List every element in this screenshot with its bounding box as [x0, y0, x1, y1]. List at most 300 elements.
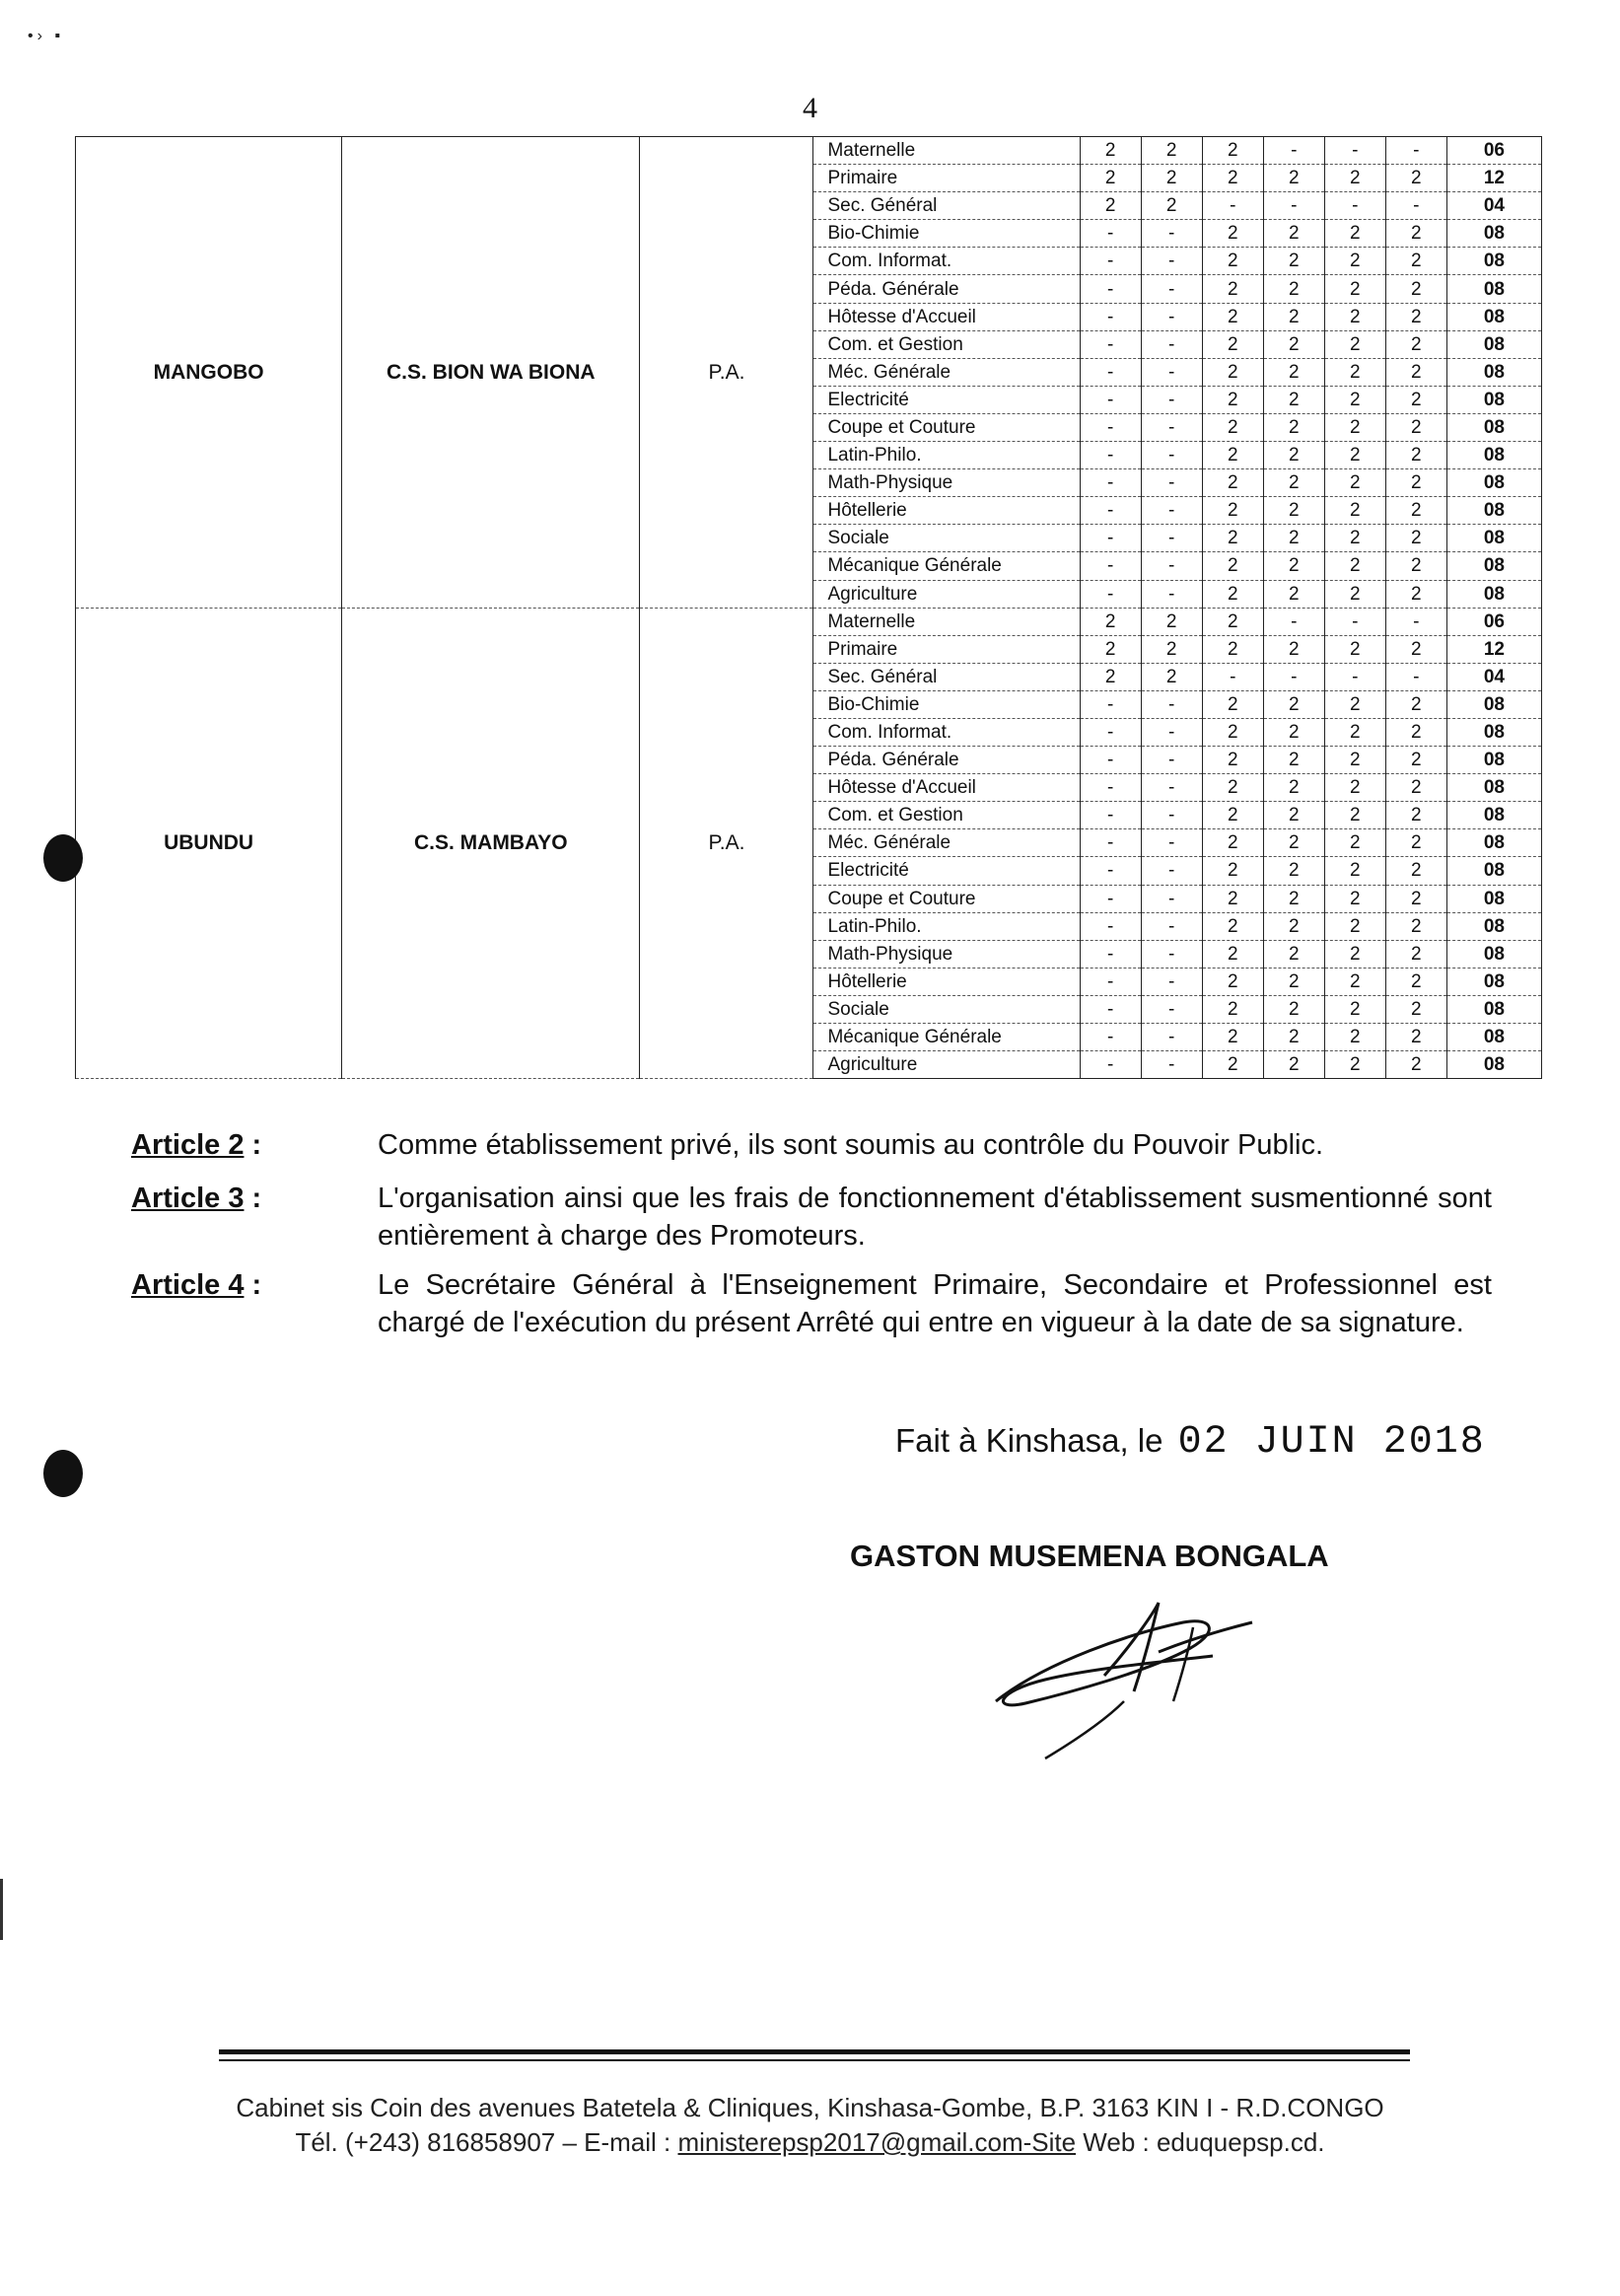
total-cell: 08 [1446, 248, 1541, 275]
class-count-cell: 2 [1263, 497, 1324, 525]
class-count-cell: 2 [1324, 912, 1385, 940]
option-cell: Bio-Chimie [813, 690, 1080, 718]
class-count-cell: - [1080, 497, 1141, 525]
class-count-cell: 2 [1324, 525, 1385, 552]
class-count-cell: - [1080, 829, 1141, 857]
class-count-cell: - [1141, 940, 1202, 968]
class-count-cell: - [1141, 829, 1202, 857]
total-cell: 08 [1446, 885, 1541, 912]
article-label-text: Article 4 [131, 1269, 245, 1301]
class-count-cell: 2 [1385, 165, 1446, 192]
class-count-cell: - [1141, 968, 1202, 995]
class-count-cell: 2 [1202, 857, 1263, 885]
total-cell: 08 [1446, 940, 1541, 968]
footer-contact [0, 2127, 1620, 2158]
class-count-cell: 2 [1385, 885, 1446, 912]
class-count-cell: 2 [1324, 718, 1385, 746]
article-label-text: Article 2 [131, 1129, 245, 1161]
class-count-cell: 2 [1141, 635, 1202, 663]
class-count-cell: 2 [1385, 747, 1446, 774]
class-count-cell: 2 [1385, 469, 1446, 497]
class-count-cell: - [1324, 608, 1385, 635]
option-cell: Math-Physique [813, 469, 1080, 497]
class-count-cell: 2 [1324, 497, 1385, 525]
class-count-cell: 2 [1263, 635, 1324, 663]
footer-rule [219, 2049, 1410, 2054]
class-count-cell: 2 [1385, 829, 1446, 857]
class-count-cell: 2 [1385, 940, 1446, 968]
class-count-cell: 2 [1202, 690, 1263, 718]
option-cell: Maternelle [813, 137, 1080, 165]
class-count-cell: 2 [1263, 1051, 1324, 1079]
class-count-cell: 2 [1385, 330, 1446, 358]
class-count-cell: 2 [1202, 940, 1263, 968]
total-cell: 08 [1446, 690, 1541, 718]
location-cell: UBUNDU [76, 608, 342, 1079]
class-count-cell: - [1080, 330, 1141, 358]
option-cell: Electricité [813, 857, 1080, 885]
class-count-cell: 2 [1080, 663, 1141, 690]
class-count-cell: - [1080, 1024, 1141, 1051]
class-count-cell: 2 [1385, 552, 1446, 580]
class-count-cell: - [1080, 442, 1141, 469]
option-cell: Com. et Gestion [813, 802, 1080, 829]
class-count-cell: 2 [1263, 248, 1324, 275]
class-count-cell: - [1080, 525, 1141, 552]
class-count-cell: - [1141, 552, 1202, 580]
class-count-cell: 2 [1324, 275, 1385, 303]
class-count-cell: 2 [1263, 885, 1324, 912]
option-cell: Electricité [813, 386, 1080, 413]
total-cell: 08 [1446, 857, 1541, 885]
total-cell: 08 [1446, 995, 1541, 1023]
page-number: 4 [803, 92, 817, 124]
class-count-cell: 2 [1263, 718, 1324, 746]
footer-phone: Tél. (+243) 816858907 – E-mail : [295, 2127, 678, 2157]
class-count-cell: - [1141, 413, 1202, 441]
option-cell: Hôtesse d'Accueil [813, 303, 1080, 330]
class-count-cell: - [1141, 718, 1202, 746]
class-count-cell: 2 [1385, 912, 1446, 940]
class-count-cell: 2 [1324, 885, 1385, 912]
footer-email-link[interactable]: ministerepsp2017@gmail.com-Site [677, 2127, 1077, 2157]
handwritten-signature [986, 1593, 1311, 1760]
class-count-cell: - [1080, 718, 1141, 746]
class-count-cell: 2 [1385, 303, 1446, 330]
class-count-cell: - [1080, 912, 1141, 940]
total-cell: 04 [1446, 663, 1541, 690]
class-count-cell: 2 [1385, 358, 1446, 386]
footer-rule-thin [219, 2059, 1410, 2061]
option-cell: Bio-Chimie [813, 220, 1080, 248]
table-row [76, 137, 1542, 165]
class-count-cell: 2 [1202, 469, 1263, 497]
option-cell: Méc. Générale [813, 829, 1080, 857]
class-count-cell: 2 [1202, 358, 1263, 386]
class-count-cell: - [1080, 747, 1141, 774]
class-count-cell: - [1141, 747, 1202, 774]
signing-line [895, 1420, 1486, 1465]
class-count-cell: 2 [1263, 525, 1324, 552]
regime-cell: P.A. [640, 137, 813, 609]
class-count-cell: - [1080, 303, 1141, 330]
class-count-cell: - [1080, 885, 1141, 912]
class-count-cell: 2 [1202, 248, 1263, 275]
class-count-cell: - [1080, 220, 1141, 248]
class-count-cell: 2 [1385, 275, 1446, 303]
class-count-cell: 2 [1202, 525, 1263, 552]
class-count-cell: - [1263, 137, 1324, 165]
class-count-cell: - [1141, 1024, 1202, 1051]
class-count-cell: - [1080, 1051, 1141, 1079]
option-cell: Com. et Gestion [813, 330, 1080, 358]
class-count-cell: - [1324, 192, 1385, 220]
class-count-cell: - [1080, 580, 1141, 608]
class-count-cell: 2 [1202, 829, 1263, 857]
class-count-cell: 2 [1324, 358, 1385, 386]
class-count-cell: - [1141, 885, 1202, 912]
class-count-cell: 2 [1324, 330, 1385, 358]
class-count-cell: 2 [1202, 580, 1263, 608]
total-cell: 08 [1446, 275, 1541, 303]
article-label-text: Article 3 [131, 1183, 245, 1214]
class-count-cell: 2 [1263, 275, 1324, 303]
option-cell: Com. Informat. [813, 718, 1080, 746]
class-count-cell: 2 [1324, 220, 1385, 248]
option-cell: Péda. Générale [813, 747, 1080, 774]
class-count-cell: - [1141, 220, 1202, 248]
signing-place: Fait à Kinshasa, le [895, 1422, 1163, 1459]
class-count-cell: 2 [1263, 829, 1324, 857]
class-count-cell: 2 [1202, 386, 1263, 413]
class-count-cell: 2 [1202, 802, 1263, 829]
class-count-cell: - [1141, 497, 1202, 525]
class-count-cell: - [1141, 912, 1202, 940]
class-count-cell: - [1324, 137, 1385, 165]
class-count-cell: - [1080, 248, 1141, 275]
class-count-cell: - [1141, 442, 1202, 469]
option-cell: Primaire [813, 165, 1080, 192]
table-row [76, 608, 1542, 635]
class-count-cell: - [1385, 608, 1446, 635]
footer-website: Web : eduquepsp.cd. [1076, 2127, 1325, 2157]
class-count-cell: - [1141, 469, 1202, 497]
class-count-cell: 2 [1202, 635, 1263, 663]
total-cell: 08 [1446, 912, 1541, 940]
class-count-cell: 2 [1324, 442, 1385, 469]
total-cell: 08 [1446, 802, 1541, 829]
class-count-cell: 2 [1202, 137, 1263, 165]
class-count-cell: 2 [1324, 829, 1385, 857]
class-count-cell: 2 [1385, 1051, 1446, 1079]
footer-address: Cabinet sis Coin des avenues Batetela & Cliniques, Kinshasa-Gombe, B.P. 3163 KIN I - R.D.CONGO [236, 2093, 1384, 2122]
total-cell: 06 [1446, 608, 1541, 635]
class-count-cell: 2 [1385, 220, 1446, 248]
total-cell: 08 [1446, 413, 1541, 441]
article-label [131, 1126, 368, 1164]
total-cell: 08 [1446, 1051, 1541, 1079]
class-count-cell: - [1080, 968, 1141, 995]
class-count-cell: - [1141, 525, 1202, 552]
class-count-cell: 2 [1324, 1051, 1385, 1079]
class-count-cell: 2 [1202, 303, 1263, 330]
schools-table [75, 136, 1542, 1079]
class-count-cell: - [1141, 248, 1202, 275]
option-cell: Mécanique Générale [813, 1024, 1080, 1051]
article-label-sep: : [244, 1183, 262, 1214]
class-count-cell: 2 [1324, 413, 1385, 441]
class-count-cell: 2 [1385, 718, 1446, 746]
class-count-cell: 2 [1324, 580, 1385, 608]
class-count-cell: 2 [1385, 635, 1446, 663]
class-count-cell: - [1141, 857, 1202, 885]
option-cell: Hôtellerie [813, 968, 1080, 995]
class-count-cell: - [1141, 802, 1202, 829]
total-cell: 08 [1446, 386, 1541, 413]
option-cell: Mécanique Générale [813, 552, 1080, 580]
option-cell: Coupe et Couture [813, 413, 1080, 441]
total-cell: 08 [1446, 330, 1541, 358]
class-count-cell: 2 [1263, 690, 1324, 718]
option-cell: Hôtellerie [813, 497, 1080, 525]
article-4 [131, 1266, 1492, 1341]
class-count-cell: 2 [1324, 968, 1385, 995]
total-cell: 08 [1446, 358, 1541, 386]
class-count-cell: 2 [1080, 192, 1141, 220]
class-count-cell: 2 [1324, 690, 1385, 718]
article-label [131, 1180, 368, 1217]
class-count-cell: 2 [1263, 774, 1324, 802]
article-label-sep: : [244, 1129, 262, 1161]
class-count-cell: - [1202, 192, 1263, 220]
class-count-cell: - [1141, 774, 1202, 802]
class-count-cell: 2 [1385, 774, 1446, 802]
option-cell: Méc. Générale [813, 358, 1080, 386]
option-cell: Coupe et Couture [813, 885, 1080, 912]
school-cell: C.S. BION WA BIONA [342, 137, 640, 609]
signing-date-stamp: 02 JUIN 2018 [1177, 1420, 1486, 1465]
class-count-cell: - [1080, 275, 1141, 303]
class-count-cell: - [1080, 940, 1141, 968]
class-count-cell: 2 [1263, 802, 1324, 829]
class-count-cell: 2 [1263, 413, 1324, 441]
class-count-cell: 2 [1080, 608, 1141, 635]
class-count-cell: 2 [1263, 1024, 1324, 1051]
article-text: Le Secrétaire Général à l'Enseignement Primaire, Secondaire et Professionnel est chargé de l'exécution du présent Arrêté qui entre en vigueur à la date de sa signature. [378, 1269, 1492, 1338]
total-cell: 08 [1446, 442, 1541, 469]
total-cell: 12 [1446, 635, 1541, 663]
total-cell: 08 [1446, 303, 1541, 330]
option-cell: Math-Physique [813, 940, 1080, 968]
class-count-cell: 2 [1141, 137, 1202, 165]
class-count-cell: 2 [1324, 303, 1385, 330]
class-count-cell: 2 [1324, 857, 1385, 885]
article-text: L'organisation ainsi que les frais de fonctionnement d'établissement susmentionné sont entièrement à charge des Promoteurs. [378, 1183, 1492, 1252]
option-cell: Latin-Philo. [813, 442, 1080, 469]
total-cell: 08 [1446, 829, 1541, 857]
class-count-cell: 2 [1385, 995, 1446, 1023]
class-count-cell: 2 [1202, 608, 1263, 635]
class-count-cell: 2 [1324, 1024, 1385, 1051]
option-cell: Maternelle [813, 608, 1080, 635]
class-count-cell: 2 [1141, 663, 1202, 690]
class-count-cell: 2 [1324, 165, 1385, 192]
class-count-cell: 2 [1324, 995, 1385, 1023]
total-cell: 08 [1446, 968, 1541, 995]
class-count-cell: - [1141, 303, 1202, 330]
class-count-cell: - [1385, 137, 1446, 165]
class-count-cell: - [1141, 580, 1202, 608]
option-cell: Sec. Général [813, 192, 1080, 220]
class-count-cell: 2 [1202, 275, 1263, 303]
class-count-cell: 2 [1202, 1051, 1263, 1079]
class-count-cell: - [1080, 857, 1141, 885]
class-count-cell: 2 [1202, 330, 1263, 358]
class-count-cell: - [1141, 275, 1202, 303]
class-count-cell: - [1080, 386, 1141, 413]
total-cell: 06 [1446, 137, 1541, 165]
class-count-cell: 2 [1385, 442, 1446, 469]
total-cell: 08 [1446, 525, 1541, 552]
scan-marks: •› ▪ [28, 28, 65, 44]
total-cell: 08 [1446, 497, 1541, 525]
class-count-cell: - [1263, 608, 1324, 635]
class-count-cell: 2 [1385, 525, 1446, 552]
option-cell: Hôtesse d'Accueil [813, 774, 1080, 802]
class-count-cell: 2 [1202, 774, 1263, 802]
class-count-cell: 2 [1202, 718, 1263, 746]
article-2 [131, 1126, 1492, 1164]
signatory-name: GASTON MUSEMENA BONGALA [850, 1539, 1329, 1573]
class-count-cell: 2 [1324, 940, 1385, 968]
class-count-cell: 2 [1263, 469, 1324, 497]
class-count-cell: 2 [1385, 690, 1446, 718]
class-count-cell: - [1080, 358, 1141, 386]
total-cell: 08 [1446, 220, 1541, 248]
option-cell: Sec. Général [813, 663, 1080, 690]
regime-cell: P.A. [640, 608, 813, 1079]
class-count-cell: 2 [1324, 774, 1385, 802]
class-count-cell: 2 [1385, 248, 1446, 275]
class-count-cell: 2 [1385, 857, 1446, 885]
class-count-cell: - [1263, 192, 1324, 220]
class-count-cell: 2 [1263, 358, 1324, 386]
class-count-cell: 2 [1202, 220, 1263, 248]
option-cell: Sociale [813, 995, 1080, 1023]
class-count-cell: - [1080, 690, 1141, 718]
class-count-cell: 2 [1141, 192, 1202, 220]
class-count-cell: - [1385, 663, 1446, 690]
class-count-cell: 2 [1324, 248, 1385, 275]
class-count-cell: 2 [1385, 497, 1446, 525]
class-count-cell: 2 [1263, 857, 1324, 885]
class-count-cell: - [1080, 995, 1141, 1023]
class-count-cell: - [1385, 192, 1446, 220]
class-count-cell: 2 [1263, 303, 1324, 330]
class-count-cell: 2 [1141, 608, 1202, 635]
class-count-cell: 2 [1202, 165, 1263, 192]
class-count-cell: - [1141, 1051, 1202, 1079]
article-label-sep: : [244, 1269, 262, 1301]
class-count-cell: - [1141, 690, 1202, 718]
class-count-cell: 2 [1202, 912, 1263, 940]
class-count-cell: 2 [1202, 413, 1263, 441]
class-count-cell: 2 [1263, 330, 1324, 358]
total-cell: 04 [1446, 192, 1541, 220]
class-count-cell: 2 [1263, 220, 1324, 248]
option-cell: Agriculture [813, 1051, 1080, 1079]
class-count-cell: - [1141, 330, 1202, 358]
class-count-cell: - [1080, 802, 1141, 829]
class-count-cell: - [1263, 663, 1324, 690]
class-count-cell: 2 [1202, 747, 1263, 774]
option-cell: Péda. Générale [813, 275, 1080, 303]
class-count-cell: 2 [1080, 635, 1141, 663]
class-count-cell: 2 [1324, 469, 1385, 497]
class-count-cell: 2 [1202, 1024, 1263, 1051]
school-cell: C.S. MAMBAYO [342, 608, 640, 1079]
class-count-cell: 2 [1263, 995, 1324, 1023]
class-count-cell: 2 [1263, 940, 1324, 968]
class-count-cell: 2 [1385, 802, 1446, 829]
class-count-cell: - [1141, 995, 1202, 1023]
class-count-cell: - [1141, 386, 1202, 413]
class-count-cell: 2 [1202, 442, 1263, 469]
class-count-cell: - [1324, 663, 1385, 690]
total-cell: 12 [1446, 165, 1541, 192]
class-count-cell: 2 [1263, 386, 1324, 413]
class-count-cell: 2 [1324, 552, 1385, 580]
class-count-cell: - [1080, 469, 1141, 497]
option-cell: Sociale [813, 525, 1080, 552]
option-cell: Com. Informat. [813, 248, 1080, 275]
class-count-cell: 2 [1202, 497, 1263, 525]
option-cell: Primaire [813, 635, 1080, 663]
article-label [131, 1266, 368, 1304]
total-cell: 08 [1446, 774, 1541, 802]
class-count-cell: 2 [1202, 995, 1263, 1023]
class-count-cell: 2 [1263, 968, 1324, 995]
class-count-cell: 2 [1263, 912, 1324, 940]
class-count-cell: 2 [1263, 442, 1324, 469]
class-count-cell: 2 [1202, 885, 1263, 912]
punch-hole-top [43, 834, 83, 882]
total-cell: 08 [1446, 747, 1541, 774]
class-count-cell: 2 [1385, 580, 1446, 608]
class-count-cell: 2 [1080, 165, 1141, 192]
class-count-cell: 2 [1385, 1024, 1446, 1051]
total-cell: 08 [1446, 469, 1541, 497]
class-count-cell: - [1141, 358, 1202, 386]
class-count-cell: 2 [1324, 802, 1385, 829]
class-count-cell: 2 [1263, 165, 1324, 192]
scan-edge-line [0, 1879, 3, 1940]
total-cell: 08 [1446, 552, 1541, 580]
class-count-cell: - [1080, 413, 1141, 441]
class-count-cell: 2 [1385, 968, 1446, 995]
class-count-cell: 2 [1202, 968, 1263, 995]
class-count-cell: 2 [1263, 580, 1324, 608]
class-count-cell: 2 [1324, 386, 1385, 413]
class-count-cell: 2 [1385, 386, 1446, 413]
class-count-cell: 2 [1141, 165, 1202, 192]
option-cell: Agriculture [813, 580, 1080, 608]
class-count-cell: 2 [1324, 635, 1385, 663]
punch-hole-bottom [43, 1450, 83, 1497]
class-count-cell: 2 [1324, 747, 1385, 774]
class-count-cell: - [1202, 663, 1263, 690]
class-count-cell: 2 [1263, 552, 1324, 580]
